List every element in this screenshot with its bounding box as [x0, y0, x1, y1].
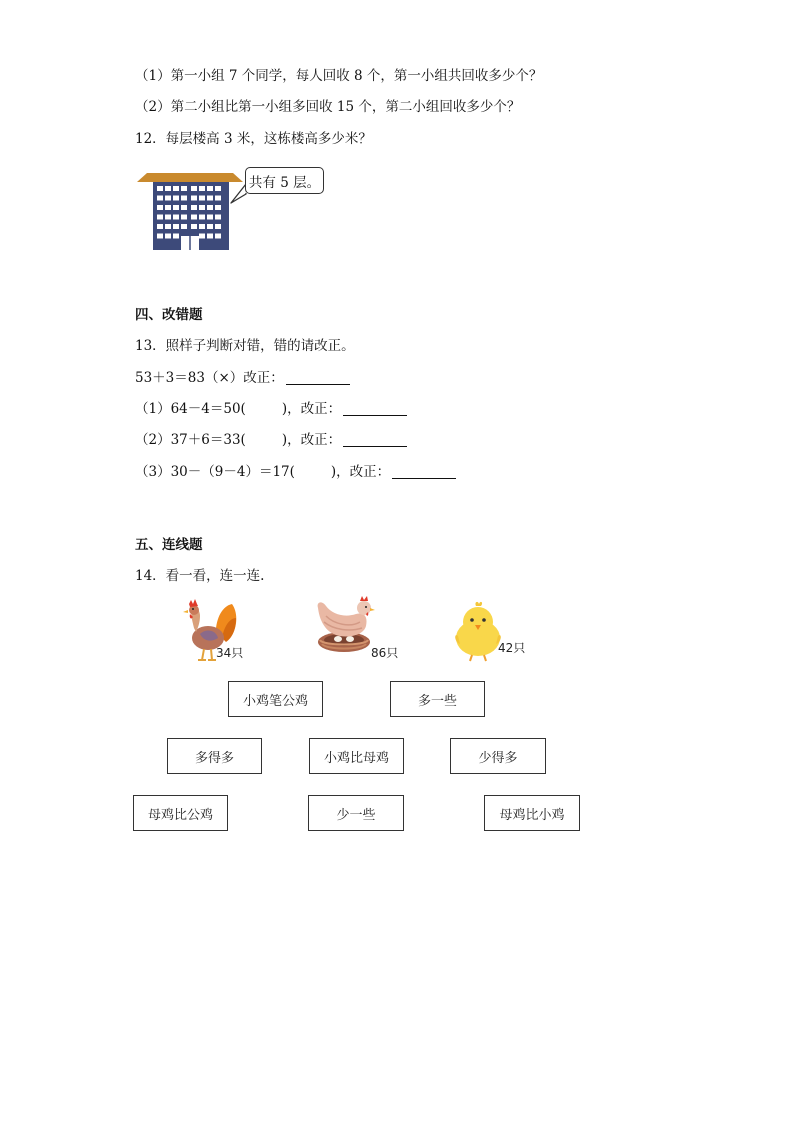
- hen-icon: [312, 594, 376, 658]
- building-window: [165, 224, 171, 229]
- building-window: [199, 234, 205, 239]
- building-window: [199, 196, 205, 201]
- building-window: [165, 215, 171, 220]
- building-window: [157, 186, 163, 191]
- q11-sub1: （1）第一小组 7 个同学，每人回收 8 个，第一小组共回收多少个？: [135, 68, 543, 84]
- building-window: [215, 224, 221, 229]
- building-window: [181, 196, 187, 201]
- match-box[interactable]: 母鸡比小鸡: [484, 795, 580, 831]
- building-window: [207, 234, 213, 239]
- building-window: [207, 186, 213, 191]
- building-window: [191, 224, 197, 229]
- q13-item-2: [135, 431, 407, 449]
- building-window: [157, 224, 163, 229]
- match-box[interactable]: 少一些: [308, 795, 404, 831]
- match-box[interactable]: 小鸡比母鸡: [309, 738, 404, 774]
- match-box[interactable]: 小鸡笔公鸡: [228, 681, 323, 717]
- item-expression: （2）37＋6＝33(: [135, 432, 246, 448]
- building-window: [173, 186, 179, 191]
- example-expression: 53＋3＝83（×）改正：: [135, 370, 284, 386]
- item-expression: （3）30－（9－4）＝17(: [135, 464, 295, 480]
- example-answer-blank[interactable]: [286, 370, 350, 385]
- correction-blank[interactable]: [343, 432, 407, 447]
- building-window: [215, 186, 221, 191]
- q13-item-3: [135, 463, 456, 481]
- correction-blank[interactable]: [343, 401, 407, 416]
- building-window: [173, 196, 179, 201]
- building-window: [199, 215, 205, 220]
- building-window: [215, 234, 221, 239]
- building-window: [173, 215, 179, 220]
- match-box[interactable]: 少得多: [450, 738, 546, 774]
- building-window: [165, 186, 171, 191]
- q11-sub2: （2）第二小组比第一小组多回收 15 个，第二小组回收多少个？: [135, 99, 521, 115]
- building-window: [173, 234, 179, 239]
- item-tail: )，改正：: [281, 432, 342, 448]
- q12-text: 12．每层楼高 3 米，这栋楼高多少米？: [135, 131, 372, 147]
- building-window: [157, 234, 163, 239]
- building-window: [191, 196, 197, 201]
- chick-icon: [452, 600, 504, 662]
- building-window: [181, 186, 187, 191]
- building-window: [199, 224, 205, 229]
- building-window: [207, 215, 213, 220]
- building-window: [191, 205, 197, 210]
- building-window: [157, 215, 163, 220]
- building-window: [173, 224, 179, 229]
- match-box[interactable]: 多得多: [167, 738, 262, 774]
- building-window: [191, 186, 197, 191]
- building-window: [157, 196, 163, 201]
- chick-count: 42只: [498, 641, 526, 655]
- hen-count: 86只: [371, 646, 399, 660]
- building-window: [165, 196, 171, 201]
- correction-blank[interactable]: [392, 464, 456, 479]
- building-window: [215, 205, 221, 210]
- building-window: [215, 196, 221, 201]
- building-window: [165, 205, 171, 210]
- building-window: [181, 215, 187, 220]
- q13-text: 13．照样子判断对错，错的请改正。: [135, 338, 355, 354]
- match-box[interactable]: 母鸡比公鸡: [133, 795, 228, 831]
- item-tail: )，改正：: [330, 464, 391, 480]
- q14-text: 14．看一看，连一连.: [135, 568, 265, 584]
- building-window: [181, 224, 187, 229]
- building-window: [215, 215, 221, 220]
- section5-heading: 五、连线题: [135, 537, 203, 553]
- building-window: [173, 205, 179, 210]
- building-window: [207, 196, 213, 201]
- rooster-count: 34只: [216, 646, 244, 660]
- building-window: [207, 224, 213, 229]
- building-window: [165, 234, 171, 239]
- q13-item-1: [135, 400, 407, 418]
- building-window: [207, 205, 213, 210]
- item-expression: （1）64－4＝50(: [135, 401, 246, 417]
- building-window: [199, 186, 205, 191]
- building-window: [157, 205, 163, 210]
- building-window: [181, 205, 187, 210]
- section4-heading: 四、改错题: [135, 307, 203, 323]
- floor-count-bubble: 共有 5 层。: [245, 167, 324, 194]
- q13-example: [135, 369, 350, 387]
- match-box[interactable]: 多一些: [390, 681, 485, 717]
- building-window: [191, 215, 197, 220]
- building-window: [199, 205, 205, 210]
- item-tail: )，改正：: [281, 401, 342, 417]
